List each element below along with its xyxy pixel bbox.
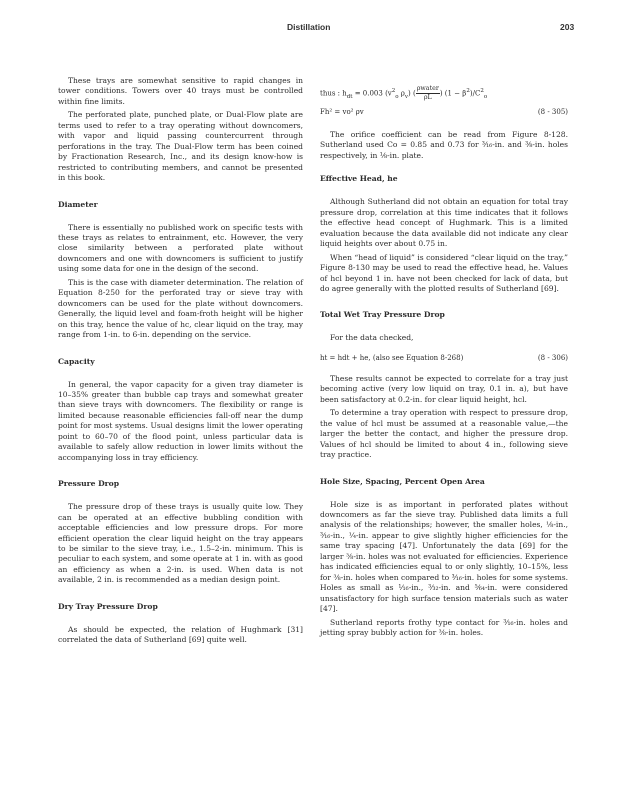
hole-size-paragraph-2: Sutherland reports frothy type contact for ³⁄₁₆-in. holes and jetting spray bubbly action for ⅜-in. holes. bbox=[320, 617, 568, 637]
equation-8-305-expression: Fh² = vo² ρv bbox=[320, 108, 364, 116]
diameter-paragraph-2: This is the case with diameter determination. The relation of Equation 8-250 for the perforated tray or sieve tray with downcomers can be used for the plate without downcomers. Generally, the liquid level and foam-froth height will be higher on this tray, hence the value of hc, clear liquid on the tray, may range from 1-in. to 6-in. depending on the service. bbox=[58, 277, 303, 340]
equation-dry-tray-expression: thus : $h_{dt} = 0.003$ ($v^2_o$ $\rho_v$) ( $\frac{\text{ρwater}}{\rho L}$ ) $(1 - \beta^2)/C^2_o$ bbox=[320, 85, 488, 101]
intro-paragraph-1: These trays are somewhat sensitive to rapid changes in tower conditions. Towers over 40 trays must be controlled within fine limits. bbox=[58, 76, 303, 106]
running-title: Distillation bbox=[287, 22, 331, 32]
total-wet-paragraph-1: These results cannot be expected to correlate for a tray just becoming active (very low liquid on tray, 0.1 in. a), but have been satisfactory at 0.2-in. for clear liquid height, hcl. bbox=[320, 373, 568, 404]
heading-effective-head: Effective Head, he bbox=[320, 174, 398, 184]
right-column bbox=[320, 76, 568, 638]
effective-head-paragraph-2: When “head of liquid” is considered “clear liquid on the tray,” Figure 8-130 may be used to read the effective head, he. Values of hcl beyond 1 in. have not been checked for lack of data, but do agree generally with the plotted results of Sutherland [69]. bbox=[320, 252, 568, 293]
equation-8-305 bbox=[320, 104, 568, 124]
heading-diameter: Diameter bbox=[58, 199, 98, 209]
pressure-drop-paragraph: The pressure drop of these trays is usually quite low. They can be operated at an effective bubbling condition with acceptable efficiencies and low pressure drops. For more efficient operation the clear liquid height on the tray appears to be similar to the sieve tray, i.e., 1.5–2-in. minimum. This is peculiar to each system, and some operate at 1 in. with as good an efficiency as when a 2-in. is used. When data is not available, 2 in. is recommended as a median design point. bbox=[58, 502, 303, 585]
dry-tray-paragraph: As should be expected, the relation of Hughmark [31] correlated the data of Sutherland [69] quite well. bbox=[58, 624, 303, 645]
hole-size-paragraph-1: Hole size is as important in perforated plates without downcomers as far the sieve tray. Published data limits a full analysis of the relationships; however, the smaller holes, ⅛-in., ³⁄₁₆-in., ¼-in. appear to give slightly higher efficiencies for the same tray spacing [47]. Unfortunately the data [69] for the larger ⅜-in. holes was not evaluated for efficiencies. Experience has indicated efficiencies equal to or only slightly, 10–15%, less for ⅜-in. holes when compared to ³⁄₁₆-in. holes for some systems. Holes as small as ¹⁄₁₆-in., ³⁄₃₂-in. and ⁵⁄₆₄-in. were considered unsatisfactory for high surface tension materials such as water [47]. bbox=[320, 499, 568, 614]
equation-8-306 bbox=[320, 344, 568, 370]
running-header bbox=[0, 22, 619, 36]
orifice-coefficient-paragraph: The orifice coefficient can be read from Figure 8-128. Sutherland used Co = 0.85 and 0.73 for ³⁄₁₆-in. and ³⁄₈-in. holes respectively, in ¹⁄₈-in. plate. bbox=[320, 130, 568, 160]
heading-dry-tray-pressure-drop: Dry Tray Pressure Drop bbox=[58, 601, 158, 611]
total-wet-paragraph-2: To determine a tray operation with respect to pressure drop, the value of hcl must be assumed at a reasonable value,—the larger the better the contact, and higher the pressure drop. Values of hcl should be limited to about 4 in., following sieve tray practice. bbox=[320, 408, 568, 460]
heading-hole-size: Hole Size, Spacing, Percent Open Area bbox=[320, 476, 485, 486]
effective-head-paragraph-1: Although Sutherland did not obtain an equation for total tray pressure drop, correlation at this time indicates that it follows the effective head concept of Hughmark. This is a limited evaluation because the data available did not indicate any clear liquid heights over about 0.75 in. bbox=[320, 197, 568, 249]
left-column bbox=[58, 76, 303, 646]
total-wet-intro: For the data checked, bbox=[330, 333, 414, 343]
heading-capacity: Capacity bbox=[58, 356, 95, 366]
diameter-paragraph-1: There is essentially no published work on specific tests with these trays as relates to entrainment, etc. However, the very close similarity between a perforated plate without downcomers and one with downcomers is sufficient to justify using some data for one in the design of the second. bbox=[58, 222, 303, 274]
density-ratio-fraction: $\frac{\text{ρwater}}{\rho L}$ bbox=[416, 85, 439, 101]
equation-dry-tray-head bbox=[320, 76, 568, 104]
heading-pressure-drop: Pressure Drop bbox=[58, 479, 120, 489]
page-number: 203 bbox=[560, 22, 575, 32]
equation-8-306-expression: ht = hdt + he, (also see Equation 8-268) bbox=[320, 353, 464, 362]
heading-total-wet-tray-pressure-drop: Total Wet Tray Pressure Drop bbox=[320, 310, 445, 320]
equation-8-306-label: (8 - 306) bbox=[537, 353, 568, 362]
equation-8-305-label: (8 - 305) bbox=[537, 108, 568, 116]
intro-paragraph-2: The perforated plate, punched plate, or Dual-Flow plate are terms used to refer to a tray operating without downcomers, with vapor and liquid passing countercurrent through perforations in the tray. The Dual-Flow term has been coined by Fractionation Research, Inc., and its design know-how is restricted to contributing members, and cannot be presented in this book. bbox=[58, 110, 303, 183]
capacity-paragraph: In general, the vapor capacity for a given tray diameter is 10–35% greater than bubble cap trays and somewhat greater than sieve trays with downcomers. The flexibility or range is limited because reasonable efficiencies fall-off near the dump point for most systems. Usual designs limit the lower operating point to 60–70 of the flood point, unless particular data is available to safely allow reduction in lower limits without the accompanying loss in tray efficiency. bbox=[58, 379, 303, 462]
